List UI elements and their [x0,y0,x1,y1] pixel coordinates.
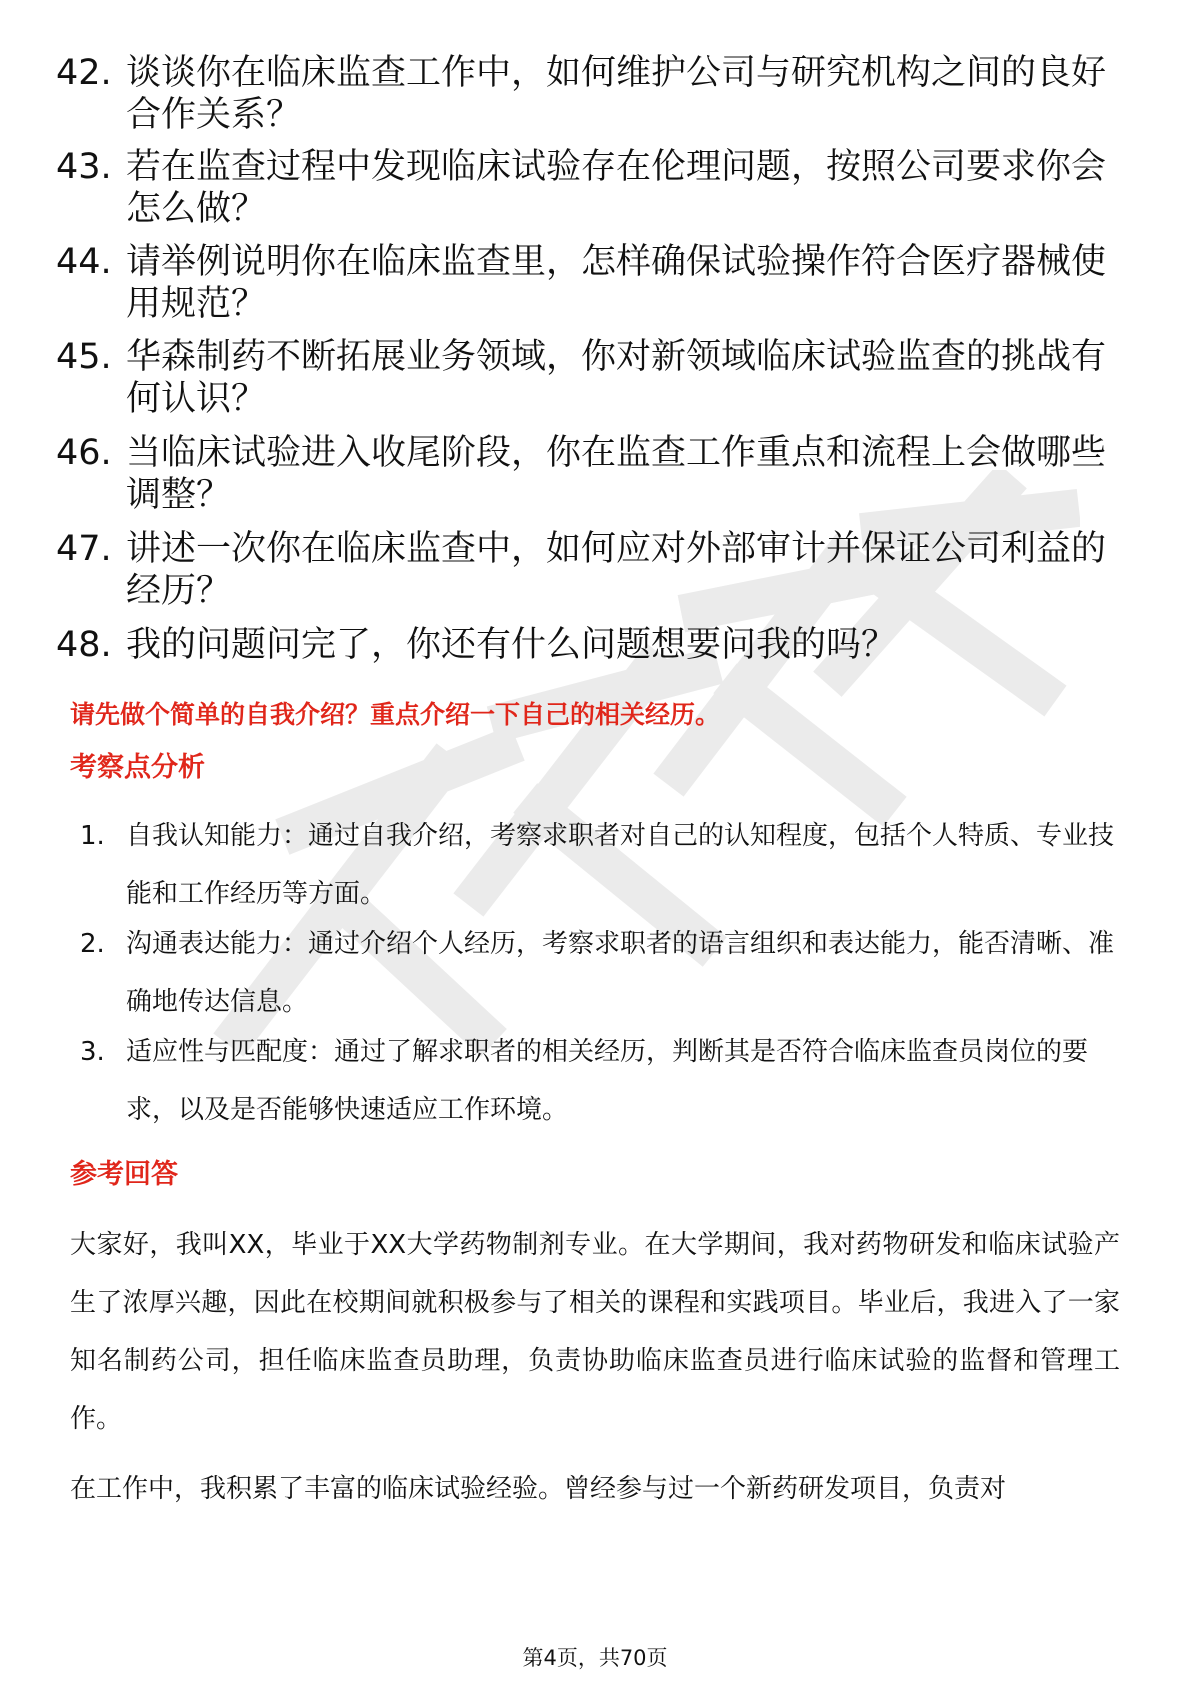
question-item [56,432,1116,516]
point-text: 沟通表达能力：通过介绍个人经历，考察求职者的语言组织和表达能力，能否清晰、准确地传达信息。 [126,929,1115,1017]
question-item [56,241,1116,325]
question-text: 讲述一次你在临床监查中，如何应对外部审计并保证公司利益的经历？ [126,529,1107,611]
question-item [56,528,1116,612]
analysis-point [80,1023,1120,1139]
question-text: 请举例说明你在临床监查里，怎样确保试验操作符合医疗器械使用规范？ [126,242,1107,324]
question-number: 48. [56,625,112,665]
question-text: 若在监查过程中发现临床试验存在伦理问题，按照公司要求你会怎么做？ [126,147,1107,229]
question-text: 谈谈你在临床监查工作中，如何维护公司与研究机构之间的良好合作关系？ [126,53,1107,135]
question-number: 44. [56,242,112,282]
question-text: 当临床试验进入收尾阶段，你在监查工作重点和流程上会做哪些调整？ [126,433,1107,515]
analysis-label: 考察点分析 [70,752,205,783]
page-footer: 第4页，共70页 [522,1646,668,1670]
point-number: 1. [80,821,105,851]
point-number: 2. [80,929,105,959]
analysis-point [80,807,1120,923]
question-title: 请先做个简单的自我介绍？重点介绍一下自己的相关经历。 [70,700,721,729]
question-number: 46. [56,433,112,473]
answer-paragraph: 大家好，我叫XX，毕业于XX大学药物制剂专业。在大学期间，我对药物研发和临床试验产生了浓厚兴趣，因此在校期间就积极参与了相关的课程和实践项目。毕业后，我进入了一家知名制药公司，担任临床监查员助理，负责协助临床监查员进行临床试验的监督和管理工作。 [70,1230,1120,1434]
answer-paragraph: 在工作中，我积累了丰富的临床试验经验。曾经参与过一个新药研发项目，负责对 [70,1474,1007,1504]
question-number: 42. [56,53,112,93]
question-number: 47. [56,529,112,569]
analysis-point [80,915,1120,1031]
question-item [56,336,1116,420]
point-text: 自我认知能力：通过自我介绍，考察求职者对自己的认知程度，包括个人特质、专业技能和工作经历等方面。 [126,821,1115,909]
question-item [56,146,1116,230]
answer-label: 参考回答 [70,1159,178,1190]
question-item [56,624,1116,666]
question-number: 43. [56,147,112,187]
point-text: 适应性与匹配度：通过了解求职者的相关经历，判断其是否符合临床监查员岗位的要求，以及是否能够快速适应工作环境。 [126,1037,1089,1125]
question-text: 华森制药不断拓展业务领域，你对新领域临床试验监查的挑战有何认识？ [126,337,1107,419]
question-item [56,52,1116,136]
point-number: 3. [80,1037,105,1067]
question-text: 我的问题问完了，你还有什么问题想要问我的吗？ [126,625,897,665]
question-number: 45. [56,337,112,377]
